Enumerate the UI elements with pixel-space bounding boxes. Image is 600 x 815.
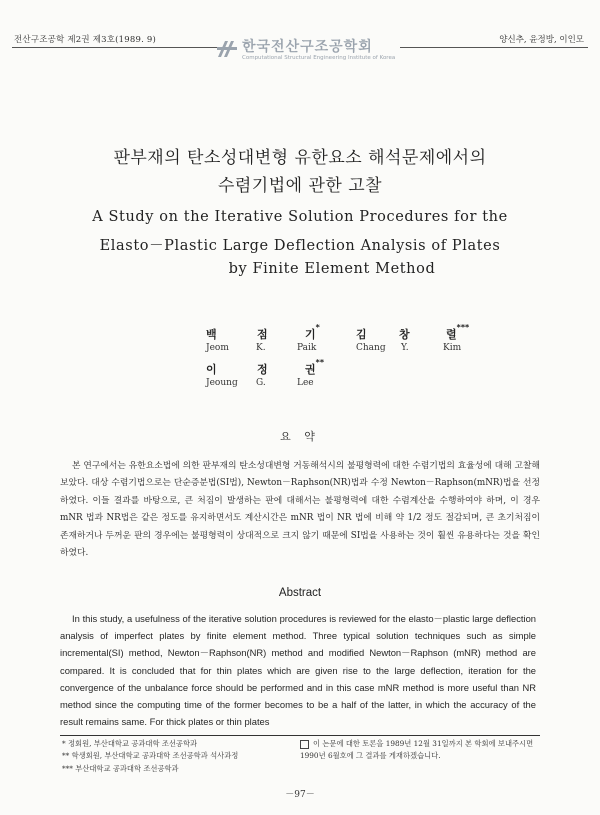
affiliation-footnotes bbox=[62, 738, 238, 775]
title-korean-line2: 수렴기법에 관한 고찰 bbox=[217, 176, 383, 196]
running-head-authors: 양신추, 윤정방, 이인모 bbox=[499, 35, 584, 45]
author2-middle-initial: Y. bbox=[401, 343, 409, 353]
author2-hangul-3: 렬*** bbox=[446, 323, 470, 341]
logo-text-english: Computational Structural Engineering Institute of Korea bbox=[242, 55, 396, 61]
footnote-rule bbox=[60, 735, 540, 736]
author1-hangul-1: 백 bbox=[206, 328, 217, 341]
author3-family-name: Lee bbox=[297, 378, 314, 388]
author3-given-name: Jeoung bbox=[206, 378, 238, 388]
title-english-line1: A Study on the Iterative Solution Procedures for the bbox=[92, 209, 508, 225]
author1-affiliation-mark: * bbox=[315, 323, 320, 332]
english-abstract-heading: Abstract bbox=[278, 587, 322, 599]
korean-abstract-heading: 요 약 bbox=[280, 430, 320, 443]
footnote-2: ** 학생회원, 부산대학교 공과대학 조선공학과 석사과정 bbox=[62, 751, 239, 761]
author2-given-name: Chang bbox=[356, 343, 386, 353]
discussion-notice-text: 이 논문에 대한 토론을 1989년 12월 31일까지 본 학회에 보내주시면 1990년 6월호에 그 결과를 게재하겠습니다. bbox=[300, 739, 534, 761]
discussion-notice bbox=[300, 738, 536, 763]
title-english-line2: Elasto－Plastic Large Deflection Analysis of Plates bbox=[99, 238, 501, 254]
korean-abstract-body bbox=[60, 458, 540, 562]
author3-hangul-2: 정 bbox=[257, 363, 268, 376]
footnote-1: * 정회원, 부산대학교 공과대학 조선공학과 bbox=[62, 739, 198, 748]
header-rule-left bbox=[12, 47, 224, 48]
page-number: －97－ bbox=[285, 790, 315, 800]
english-abstract-body bbox=[60, 610, 536, 730]
logo-text-korean: 한국전산구조공학회 bbox=[242, 39, 373, 55]
notice-box-icon bbox=[300, 740, 309, 749]
header-rule-right bbox=[400, 47, 588, 48]
author1-middle-initial: K. bbox=[256, 343, 266, 353]
korean-abstract-text: 본 연구에서는 유한요소법에 의한 판부재의 탄소성대변형 거동해석시의 불평형력에 대한 수렴기법의 효율성에 대해 고찰해 보았다. 대상 수렴기법으로는 단순증분법(SI법), Newton－Raphson(NR)법과 수정 Newton－Raphson(mNR)법을 선정하였다. 이들 결과를 바탕으로, 큰 처짐이 발생하는 판에 대해서는 불평형력에 대한 수렴계산을 수행하여야 하며, 이 경우 mNR 법과 NR법은 같은 정도를 유지하면서도 계산시간은 mNR 법이 NR 법에 비해 약 1/2 정도 절감되며, 큰 초기처짐이 존재하거나 두꺼운 판의 경우에는 불평형력이 상대적으로 크지 않기 때문에 SI법을 사용하는 것이 훨씬 유용하다는 것을 확인하였다. bbox=[60, 461, 540, 559]
author1-family-name: Paik bbox=[297, 343, 317, 353]
author3-affiliation-mark: ** bbox=[315, 358, 325, 367]
society-logo bbox=[216, 36, 416, 70]
author2-family-name: Kim bbox=[443, 343, 462, 353]
author3-hangul-1: 이 bbox=[206, 363, 217, 376]
society-logo-icon bbox=[216, 39, 238, 59]
title-korean-line1: 판부재의 탄소성대변형 유한요소 해석문제에서의 bbox=[113, 148, 487, 168]
english-abstract-text: In this study, a usefulness of the iterative solution procedures is reviewed for the elasto－plastic large deflection analysis of imperfect plates by finite element method. Three typical solution techniques such as simple incremental(SI) method, Newton－Raphson(NR) method and modified Newton－Raphson (mNR) method are compared. It is concluded that for thin plates which are given rise to the large deflection, iteration for the convergence of the unbalance force should be performed and in this case mNR method is more useful than NR method since the computing time of the former becomes to be a half of the latter, in which the accuracy of the result remains same. For thick plates or thin plates bbox=[60, 613, 536, 728]
author2-affiliation-mark: *** bbox=[456, 323, 470, 332]
author2-hangul-2: 창 bbox=[399, 328, 410, 341]
author3-middle-initial: G. bbox=[256, 378, 266, 388]
author1-given-name: Jeom bbox=[206, 343, 229, 353]
author2-hangul-1: 김 bbox=[356, 328, 367, 341]
footnote-3: *** 부산대학교 공과대학 조선공학과 bbox=[62, 763, 179, 773]
author1-hangul-2: 점 bbox=[257, 328, 268, 341]
author3-hangul-3: 권** bbox=[305, 358, 325, 376]
title-english-line3: by Finite Element Method bbox=[228, 261, 436, 277]
author1-hangul-3: 기* bbox=[305, 323, 320, 341]
journal-citation: 전산구조공학 제2권 제3호(1989. 9) bbox=[14, 35, 157, 45]
